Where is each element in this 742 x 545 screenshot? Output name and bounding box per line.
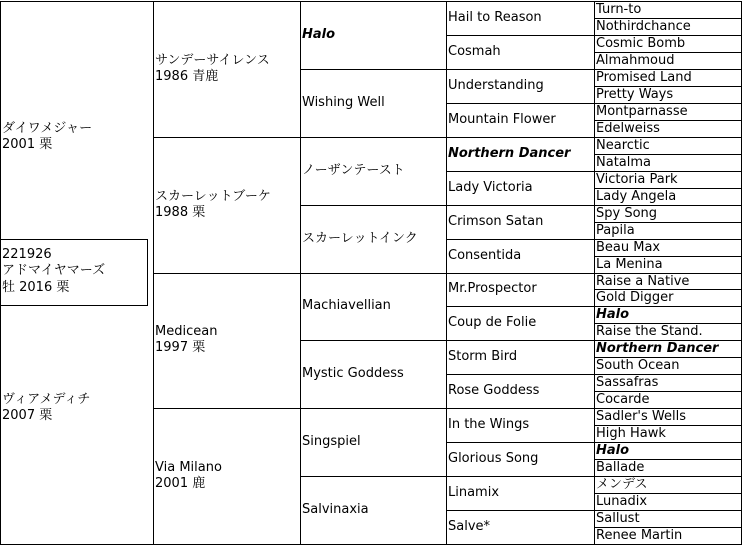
gen5-horse-name: Cocarde [596,392,650,407]
dam-info: 2007 栗 [2,408,53,423]
gen5-horse-name: Northern Dancer [596,341,719,356]
gen4-divider [446,273,594,274]
gen4-divider [446,69,594,70]
gen5-horse-name: Edelweiss [596,121,660,136]
gen3-horse-name: Mystic Goddess [302,366,404,381]
gen5-horse-name: メンデス [596,477,648,492]
gen4-horse-name: Lady Victoria [448,180,533,195]
gen4-divider [446,442,594,443]
gen4-horse-name: Salve* [448,519,491,534]
gen4-horse-name: Storm Bird [448,349,518,364]
gen4-divider [446,35,594,36]
gen4-divider [446,476,594,477]
grandparent-name: サンデーサイレンス [155,53,270,68]
gen5-horse-name: Promised Land [596,70,692,85]
gen5-horse-name: Turn-to [596,2,642,17]
sire-info: 2001 栗 [2,137,53,152]
gen5-horse-name: Ballade [596,460,645,475]
gen4-horse-name: Mr.Prospector [448,281,537,296]
gen4-divider [446,408,594,409]
gen3-divider [300,137,446,138]
gen4-horse-name: Northern Dancer [448,146,571,161]
gen2-divider [153,137,300,138]
gen5-horse-name: Halo [596,443,630,458]
gen3-horse-name: Wishing Well [302,95,385,110]
gen4-horse-name: Understanding [448,78,544,93]
sire-name: ダイワメジャー [2,121,93,136]
frame-top-left [0,1,153,2]
gen3-horse-name: ノーザンテースト [302,163,405,178]
gen5-horse-name: Lunadix [596,494,648,509]
gen3-divider [300,273,446,274]
gen5-horse-name: Sallust [596,511,640,526]
gen5-horse-name: Almahmoud [596,53,675,68]
gen5-horse-name: Beau Max [596,240,661,255]
subject-name: アドマイヤマーズ [2,263,106,278]
gen4-divider [446,340,594,341]
gen5-horse-name: Renee Martin [596,528,683,543]
gen4-divider [446,103,594,104]
gen5-horse-name: La Menina [596,257,663,272]
gen4-horse-name: Consentida [448,248,522,263]
gen5-horse-name: Nothirdchance [596,19,691,34]
gen2-divider [153,408,300,409]
dam-name: ヴィアメディチ [2,392,91,407]
gen5-horse-name: Montparnasse [596,104,688,119]
gen5-horse-name: South Ocean [596,358,680,373]
grandparent-info: 1986 青鹿 [155,69,219,84]
gen4-divider [446,137,594,138]
grandparent-name: スカーレットブーケ [155,189,271,204]
gen3-divider [300,408,446,409]
gen5-horse-name: High Hawk [596,426,666,441]
gen3-horse-name: Singspiel [302,434,361,449]
gen5-horse-name: Spy Song [596,206,658,221]
gen3-horse-name: Salvinaxia [302,502,369,517]
gen4-divider [446,171,594,172]
gen3-divider [300,340,446,341]
gen4-horse-name: Mountain Flower [448,112,556,127]
gen5-horse-name: Victoria Park [596,172,678,187]
gen4-horse-name: Crimson Satan [448,214,544,229]
gen4-horse-name: Hail to Reason [448,10,542,25]
gen4-divider [446,306,594,307]
grandparent-info: 1988 栗 [155,205,206,220]
grandparent-name: Via Milano [155,460,222,475]
gen3-horse-name: Machiavellian [302,298,391,313]
gen5-horse-name: Cosmic Bomb [596,36,686,51]
gen2-divider [153,273,300,274]
gen4-divider [446,205,594,206]
gen4-divider [446,374,594,375]
frame-top [153,1,742,2]
gen3-divider [300,205,446,206]
gen4-divider [446,510,594,511]
subject-info: 牡 2016 栗 [2,280,70,295]
gen5-horse-name: Raise the Stand. [596,324,703,339]
gen4-horse-name: Glorious Song [448,451,539,466]
gen5-horse-name: Sassafras [596,375,659,390]
gen3-horse-name: スカーレットインク [302,231,418,246]
grandparent-info: 1997 栗 [155,340,206,355]
gen3-divider [300,69,446,70]
gen4-horse-name: Rose Goddess [448,383,540,398]
gen5-horse-name: Lady Angela [596,189,677,204]
gen5-horse-name: Papila [596,223,635,238]
gen5-horse-name: Pretty Ways [596,87,674,102]
gen4-horse-name: Linamix [448,485,500,500]
grandparent-name: Medicean [155,324,218,339]
gen5-horse-name: Natalma [596,155,651,170]
gen4-horse-name: Cosmah [448,44,501,59]
subject-id: 221926 [2,247,52,262]
gen4-horse-name: In the Wings [448,417,530,432]
gen4-horse-name: Coup de Folie [448,315,537,330]
gen5-horse-name: Halo [596,307,630,322]
gen5-horse-name: Gold Digger [596,290,674,305]
gen3-horse-name: Halo [302,27,336,42]
gen5-horse-name: Nearctic [596,138,650,153]
grandparent-info: 2001 鹿 [155,476,206,491]
gen3-divider [300,476,446,477]
gen5-horse-name: Sadler's Wells [596,409,686,424]
gen5-horse-name: Raise a Native [596,274,690,289]
gen4-divider [446,239,594,240]
